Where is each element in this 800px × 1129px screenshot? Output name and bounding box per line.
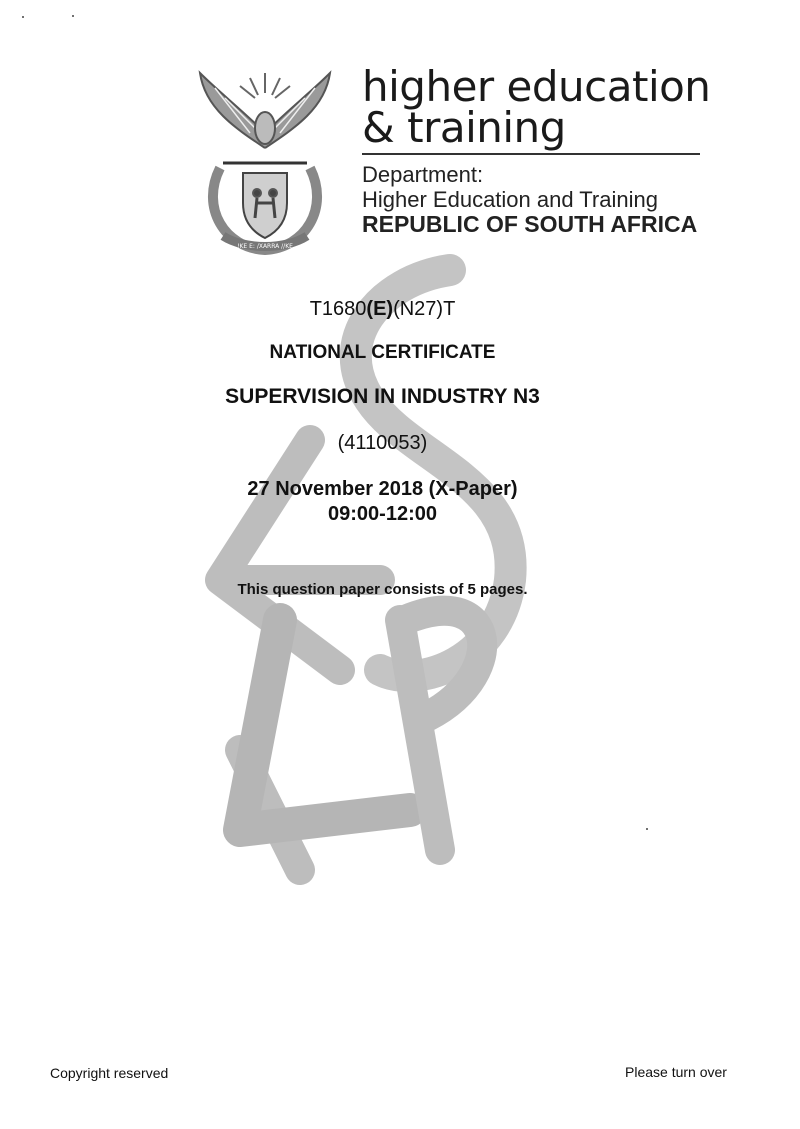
brand-title-line-1: higher education [362, 62, 711, 111]
footer-copyright: Copyright reserved [50, 1065, 169, 1081]
paper-code-prefix: T1680 [309, 298, 367, 320]
paper-code-language: (E) [366, 298, 394, 320]
subject-title: SUPERVISION IN INDUSTRY N3 [225, 385, 540, 408]
scan-speck [646, 828, 648, 830]
department-label: Department: [362, 162, 484, 187]
page-count-note: This question paper consists of 5 pages. [237, 581, 528, 598]
department-name: Higher Education and Training [362, 187, 658, 212]
emblem-motto: !KE E: /XARRA //KE [237, 243, 293, 250]
certificate-type: NATIONAL CERTIFICATE [269, 342, 496, 363]
subject-code: (4110053) [337, 432, 428, 454]
paper-code-suffix: (N27)T [393, 298, 456, 320]
exam-time: 09:00-12:00 [328, 503, 437, 525]
exam-date: 27 November 2018 (X-Paper) [247, 478, 518, 500]
scan-speck [72, 15, 74, 17]
department-country: REPUBLIC OF SOUTH AFRICA [362, 211, 698, 237]
coat-of-arms-emblem [195, 68, 335, 258]
paper-code [0, 298, 765, 321]
brand-divider [362, 153, 700, 155]
brand-title-line-2: & training [362, 103, 566, 152]
footer-turn-over: Please turn over [625, 1064, 727, 1080]
scan-speck [22, 16, 24, 18]
